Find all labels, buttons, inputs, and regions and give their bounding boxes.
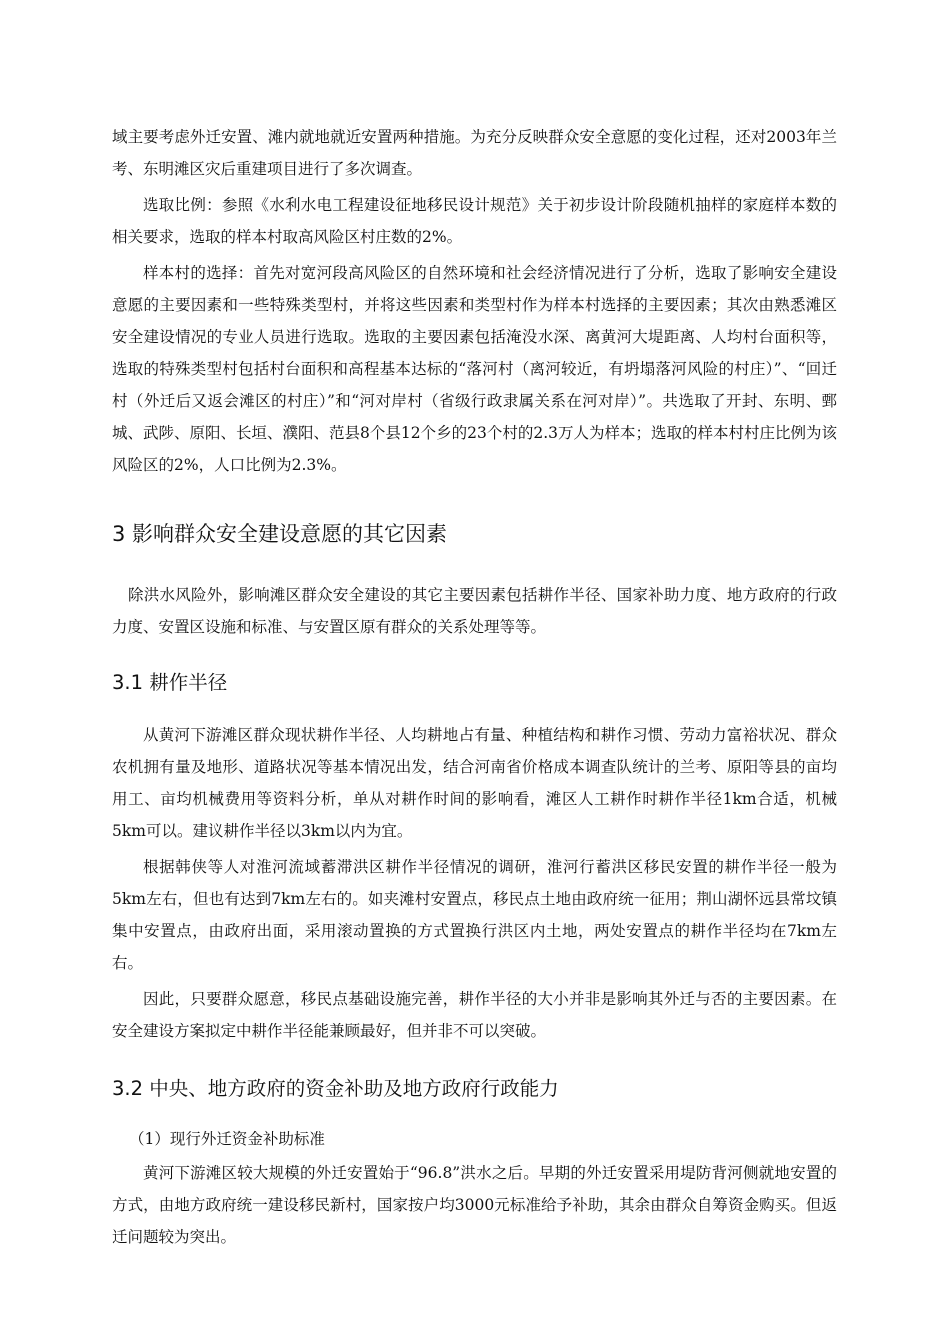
section-3-1-heading: 3.1 耕作半径	[112, 671, 228, 694]
paragraph-huaihe-research: 根据韩侠等人对淮河流域蓄滞洪区耕作半径情况的调研，淮河行蓄洪区移民安置的耕作半径一般为5km左右，但也有达到7km左右的。如夹滩村安置点，移民点土地由政府统一征用；荆山湖怀远县常坟镇集中安置点，由政府出面，采用滚动置换的方式置换行洪区内土地，两处安置点的耕作半径均在7km左右。	[112, 858, 837, 972]
subheading-relocation-subsidy: （1）现行外迁资金补助标准	[129, 1130, 325, 1148]
paragraph-conclusion: 因此，只要群众愿意，移民点基础设施完善，耕作半径的大小并非是影响其外迁与否的主要因素。在安全建设方案拟定中耕作半径能兼顾最好，但并非不可以突破。	[112, 990, 837, 1040]
paragraph-relocation-history: 黄河下游滩区较大规模的外迁安置始于“96.8”洪水之后。早期的外迁安置采用堤防背河侧就地安置的方式，由地方政府统一建设移民新村，国家按户均3000元标准给予补助，其余由群众自筹资金购买。但返迁问题较为突出。	[112, 1164, 837, 1246]
section-3-2-heading: 3.2 中央、地方政府的资金补助及地方政府行政能力	[112, 1077, 559, 1100]
section-3-intro: 除洪水风险外，影响滩区群众安全建设的其它主要因素包括耕作半径、国家补助力度、地方政府的行政力度、安置区设施和标准、与安置区原有群众的关系处理等等。	[112, 586, 837, 636]
paragraph-survey-scope: 域主要考虑外迁安置、滩内就地就近安置两种措施。为充分反映群众安全意愿的变化过程，还对2003年兰考、东明滩区灾后重建项目进行了多次调查。	[112, 128, 837, 178]
paragraph-cultivation-radius: 从黄河下游滩区群众现状耕作半径、人均耕地占有量、种植结构和耕作习惯、劳动力富裕状况、群众农机拥有量及地形、道路状况等基本情况出发，结合河南省价格成本调查队统计的兰考、原阳等县的亩均用工、亩均机械费用等资料分析，单从对耕作时间的影响看，滩区人工耕作时耕作半径1km合适，机械5km可以。建议耕作半径以3km以内为宜。	[112, 726, 837, 840]
paragraph-sample-village-selection: 样本村的选择：首先对宽河段高风险区的自然环境和社会经济情况进行了分析，选取了影响安全建设意愿的主要因素和一些特殊类型村，并将这些因素和类型村作为样本村选择的主要因素；其次由熟悉滩区安全建设情况的专业人员进行选取。选取的主要因素包括淹没水深、离黄河大堤距离、人均村台面积等，选取的特殊类型村包括村台面积和高程基本达标的“落河村（离河较近，有坍塌落河风险的村庄）”、“回迁村（外迁后又返会滩区的村庄）”和“河对岸村（省级行政隶属关系在河对岸）”。共选取了开封、东明、鄄城、武陟、原阳、长垣、濮阳、范县8个县12个乡的23个村的2.3万人为样本；选取的样本村村庄比例为该风险区的2%，人口比例为2.3%。	[112, 264, 837, 474]
document-page	[112, 121, 837, 1253]
paragraph-sampling-ratio: 选取比例：参照《水利水电工程建设征地移民设计规范》关于初步设计阶段随机抽样的家庭样本数的相关要求，选取的样本村取高风险区村庄数的2%。	[112, 196, 837, 246]
section-3-heading: 3 影响群众安全建设意愿的其它因素	[112, 522, 448, 546]
